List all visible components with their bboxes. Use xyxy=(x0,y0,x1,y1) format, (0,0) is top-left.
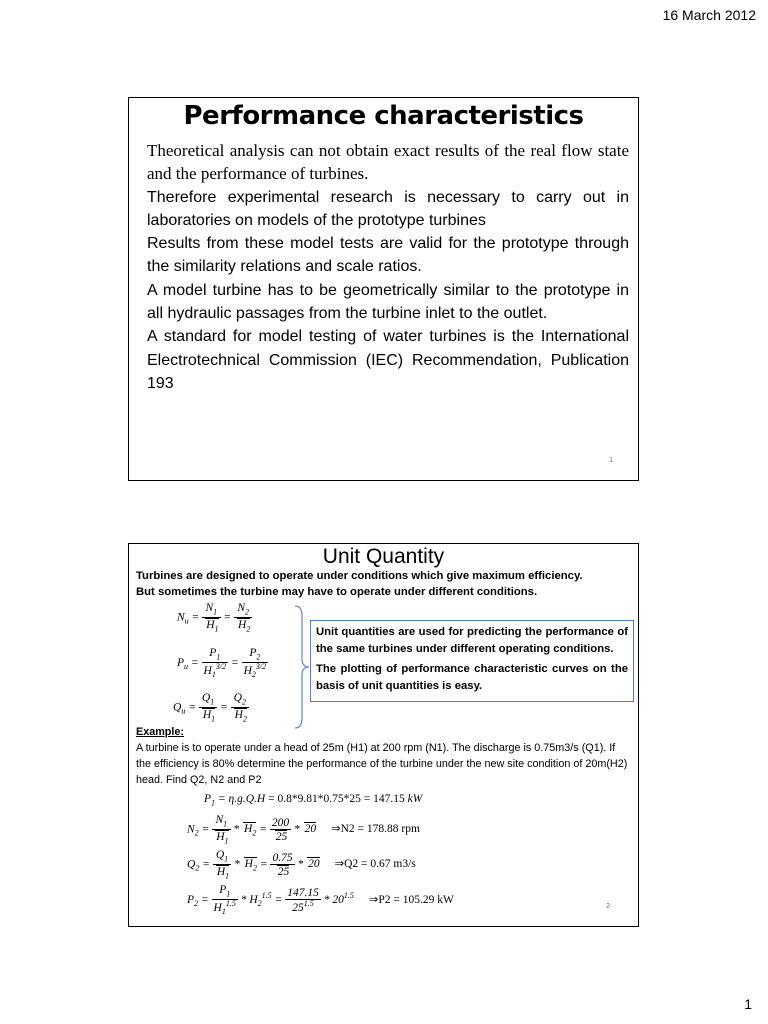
page-number: 1 xyxy=(744,996,752,1012)
power-expression: = 0.8*9.81*0.75*25 = 147.15 xyxy=(268,793,405,805)
note-box xyxy=(310,620,634,702)
slide-body xyxy=(147,139,629,395)
example-label: Example: xyxy=(136,726,185,738)
note-text: The plotting of performance characteristic curves on the basis of unit quantities is easy. xyxy=(316,663,628,692)
note-text: Unit quantities are used for predicting the performance of the same turbines under different operating conditions. xyxy=(316,626,628,655)
equation-power: $P_1 = \eta.g.Q.H = 0.8*9.81*0.75*25 = 147.15$ kW xyxy=(204,793,423,808)
slide-intro xyxy=(136,569,583,600)
example-block xyxy=(136,724,630,788)
result-p2: ⇒P2 = 105.29 kW xyxy=(368,893,454,906)
paragraph: Theoretical analysis can not obtain exact results of the real flow state and the performance of turbines. xyxy=(147,141,629,184)
slide-unit-quantity xyxy=(128,543,639,927)
paragraph: A model turbine has to be geometrically similar to the prototype in all hydraulic passages from the turbine inlet to the outlet. xyxy=(147,281,629,323)
equation-n2: $N_2$ = $\frac{N_1}{H_1}$ * $H_2$ = $\frac{200}{25}$ * 20 ⇒N2 = 178.88 rpm xyxy=(187,814,420,845)
slide-title: Unit Quantity xyxy=(322,545,445,568)
date-header: 16 March 2012 xyxy=(662,7,756,23)
result-q2: ⇒Q2 = 0.67 m3/s xyxy=(334,858,416,871)
paragraph: Results from these model tests are valid for the prototype through the similarity relations and scale ratios. xyxy=(147,235,629,276)
slide-number: 2 xyxy=(606,903,610,910)
equation-q2: $Q_2$ = $\frac{Q_1}{H_1}$ * $H_2$ = $\frac{0.75}{25}$ * 20 ⇒Q2 = 0.67 m3/s xyxy=(187,849,416,880)
slide-number: 1 xyxy=(609,457,613,464)
example-text: A turbine is to operate under a head of 25m (H1) at 200 rpm (N1). The discharge is 0.75m3/s (Q1). If the efficiency is 80% determine the performance of the turbine under the new site condition of 20m(H2) head. Find Q2, N2 and P2 xyxy=(136,742,628,786)
intro-line: But sometimes the turbine may have to operate under different conditions. xyxy=(136,585,538,598)
equation-pu: $P_u$ = $\frac{P_1}{H_1^{3/2}}$ = $\frac{P_2}{H_2^{3/2}}$ xyxy=(177,647,267,679)
intro-line: Turbines are designed to operate under conditions which give maximum efficiency. xyxy=(136,570,583,582)
slide-performance-characteristics xyxy=(128,97,639,481)
slide-title: Performance characteristics xyxy=(183,101,584,131)
curly-brace-icon xyxy=(293,604,311,730)
paragraph: A standard for model testing of water turbines is the International Electrotechnical Commission (IEC) Recommendation, Publication 193 xyxy=(147,328,629,392)
equation-qu: $Q_u$ = $\frac{Q_1}{H_1}$ = $\frac{Q_2}{H_2}$ xyxy=(173,692,247,723)
result-n2: ⇒N2 = 178.88 rpm xyxy=(330,823,420,836)
equation-nu: $N_u$ = $\frac{N_1}{H_1}$ = $\frac{N_2}{H_2}$ xyxy=(177,602,251,633)
paragraph: Therefore experimental research is necessary to carry out in laboratories on models of the prototype turbines xyxy=(147,188,629,229)
equation-p2: $P_2$ = $\frac{P_1}{H_1^{1.5}}$ * $H_2^{1.5}$ = $\frac{147.15}{25^{1.5}}$ * $20^{1.5}$ ⇒P2 = 105.29 kW xyxy=(187,884,454,916)
